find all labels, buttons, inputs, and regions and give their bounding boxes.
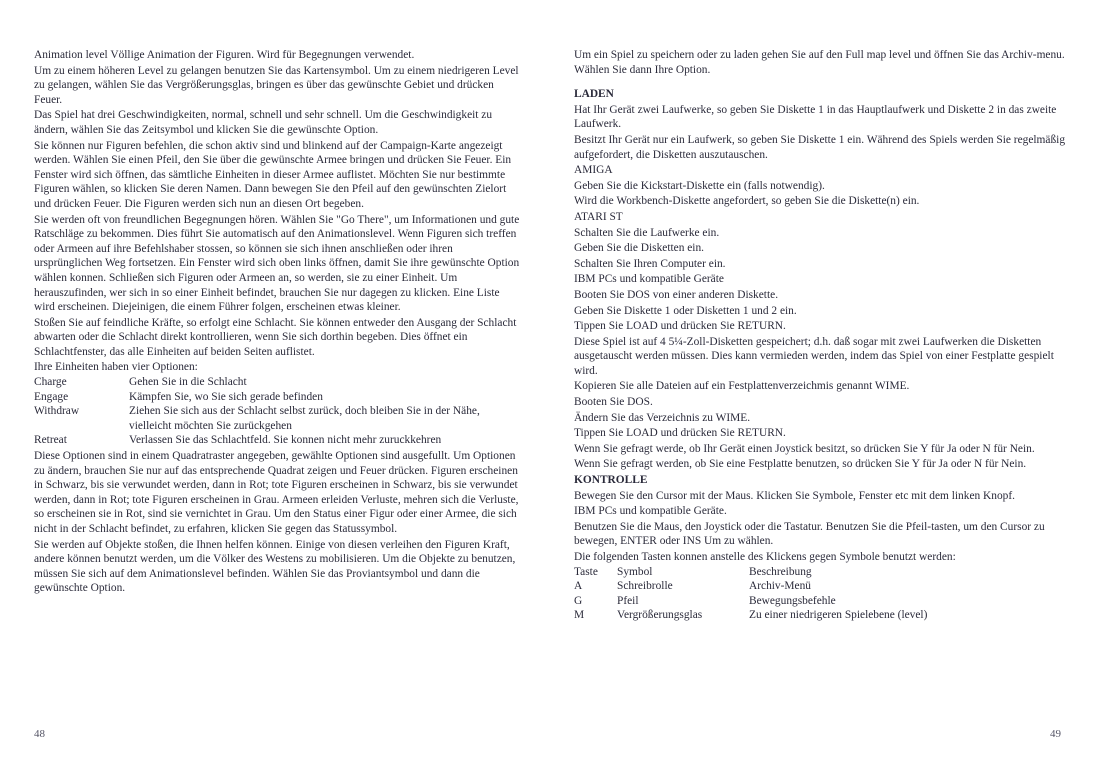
battle-options-table — [34, 375, 520, 448]
text-line: Booten Sie DOS von einer anderen Diskette. — [574, 288, 779, 301]
column-header: Taste — [574, 565, 598, 578]
table-row — [574, 579, 927, 594]
text-line: Hat Ihr Gerät zwei Laufwerke, so geben Sie Diskette 1 in das Hauptlaufwerk und Diskette 2 in das zweite Laufwerk. — [574, 103, 1057, 131]
paragraph-battle: Stoßen Sie auf feindliche Kräfte, so erfolgt eine Schlacht. Sie können entweder den Ausgang der Schlacht abwarten oder die Schlacht direkt kontrollieren, wenn Sie sich dorthin begeben. Dies öffnet ein Schlachtfenster, das alle Einheiten auf beiden Seiten auflistet. — [34, 316, 517, 358]
heading-kontrolle: KONTROLLE — [574, 474, 648, 487]
option-key: Withdraw — [34, 405, 80, 418]
option-key: Engage — [34, 390, 69, 403]
text-line: Die folgenden Tasten konnen anstelle des Klickens gegen Symbole benutzt werden: — [574, 551, 956, 563]
key-cell: M — [574, 609, 585, 622]
table-row — [34, 433, 520, 448]
paragraph-save-load: Um ein Spiel zu speichern oder zu laden gehen Sie auf den Full map level und öffnen Sie das Archiv-menu. Wählen Sie dann Ihre Option. — [574, 49, 1065, 76]
column-header: Symbol — [617, 565, 653, 578]
option-desc: Kämpfen Sie, wo Sie sich gerade befinden — [129, 390, 323, 403]
description-cell: Zu einer niedrigeren Spielebene (level) — [749, 609, 928, 622]
text-line: Wird die Workbench-Diskette angefordert, so geben Sie die Diskette(n) ein. — [574, 195, 920, 208]
symbol-cell: Schreibrolle — [617, 580, 673, 593]
text-line: IBM PCs und kompatible Geräte. — [574, 505, 727, 518]
paragraph-speed: Das Spiel hat drei Geschwindigkeiten, normal, schnell und sehr schnell. Um die Geschwindigkeit zu ändern, wählen Sie das Zeitsymbol und klicken Sie die gewünschte Option. — [34, 109, 493, 136]
text-line: Diese Spiel ist auf 4 5¼-Zoll-Disketten gespeichert; d.h. daß sogar mit zwei Laufwerken die Disketten ausgetauscht werden müssen. Dies kann vermieden werden, indem das Spiel von einer Festplatte gespielt wird. — [574, 335, 1054, 377]
table-row — [574, 608, 927, 623]
text-line: Kopieren Sie alle Dateien auf ein Festplattenverzeichmis genannt WIME. — [574, 380, 910, 393]
paragraph-options-intro: Ihre Einheiten haben vier Optionen: — [34, 361, 198, 374]
heading-atari: ATARI ST — [574, 210, 623, 223]
paragraph-command-figures: Sie können nur Figuren befehlen, die schon aktiv sind und blinkend auf der Campaign-Karte angezeigt werden. Wählen Sie einen Pfeil, den Sie über die gewünschte Armee bringen und drücken Sie Feuer. Ein Fenster wird sich öffnen, das sämtliche Einheiten in dieser Armee auflistet. Möchten Sie nur bestimmte Figuren wählen, so klicken Sie deren Namen. Dann bewegen Sie den Pfeil auf den gewünschten Zielort und drücken Feuer. Die Figuren werden sich nun an diesen Ort begeben. — [34, 139, 512, 210]
heading-amiga: AMIGA — [574, 164, 613, 177]
option-key: Charge — [34, 376, 67, 389]
key-shortcuts-table — [574, 565, 927, 623]
text-line: Tippen Sie LOAD und drücken Sie RETURN. — [574, 320, 786, 333]
left-page — [34, 48, 520, 596]
text-line: Booten Sie DOS. — [574, 396, 653, 409]
table-row — [34, 390, 520, 405]
table-row — [574, 594, 927, 609]
text-line: Ändern Sie das Verzeichnis zu WIME. — [574, 411, 751, 424]
paragraph-encounters: Sie werden oft von freundlichen Begegnungen hören. Wählen Sie "Go There", um Informationen und gute Ratschläge zu bekommen. Dies führt Sie automatisch auf den Animationslevel. Wenn Figuren sich treffen oder Armeen auf ihre Befehlshaber stossen, so können sie sich ihnen anschließen oder ihren ursprünglichen Weg fortsetzen. Ein Fenster wird sich oben links öffnen, damit Sie ihre gewünschte Option wählen konnen. Schließen sich Figuren oder Armeen an, so werden, sie zu einer Einheit. Um herauszufinden, wer sich in so einer Einheit befindet, brauchen Sie nur dagegen zu klicken. Eine Liste wird erscheinen. Diejeinigen, die einem Führer folgen, erscheinen etwas kleiner. — [34, 213, 520, 314]
symbol-cell: Vergrößerungsglas — [617, 609, 703, 622]
option-desc: Gehen Sie in die Schlacht — [129, 376, 247, 389]
paragraph-option-grid: Diese Optionen sind in einem Quadratraster angegeben, gewählte Optionen sind ausgefullt. Um Optionen zu ändern, brauchen Sie nur auf das entsprechende Quadrat zeigen und Feuer drücken. Figuren erscheinen in Schwarz, bis sie verwundet werden, dann in Rot; tote Figuren erscheinen in Schwarz, bis sie verwundet werden, dann in Rot; tote Figuren erscheinen in Grau. Armeen erleiden Verluste, mehren sich die Verluste, so erscheinen sie in Rot, sind sie vernichtet in Grau. Um den Status einer Figur oder einer Armee, die sich nicht in der Schlacht befindet, zu erfahren, klicken Sie gegen das Statussymbol. — [34, 450, 519, 535]
text-line: Geben Sie die Disketten ein. — [574, 242, 705, 255]
symbol-cell: Pfeil — [617, 594, 639, 607]
table-header-row — [574, 565, 927, 580]
option-key: Retreat — [34, 434, 67, 447]
right-page — [574, 48, 1066, 623]
description-cell: Archiv-Menü — [749, 580, 811, 593]
table-row — [34, 404, 520, 433]
page-number-right: 49 — [1050, 728, 1061, 740]
heading-laden: LADEN — [574, 88, 614, 101]
text-line: Geben Sie Diskette 1 oder Disketten 1 und 2 ein. — [574, 304, 797, 317]
text-line: Schalten Sie Ihren Computer ein. — [574, 257, 726, 270]
option-desc: Verlassen Sie das Schlachtfeld. Sie konnen nicht mehr zuruckkehren — [129, 434, 442, 447]
text-line: Wenn Sie gefragt werden, ob Sie eine Festplatte benutzen, so drücken Sie Y für Ja oder N für Nein. — [574, 458, 1027, 471]
text-line: Wenn Sie gefragt werde, ob Ihr Gerät einen Joystick besitzt, so drücken Sie Y für Ja oder N für Nein. — [574, 442, 1035, 455]
option-desc: Ziehen Sie sich aus der Schlacht selbst zurück, doch bleiben Sie in der Nähe, vielleicht möchten Sie zurückgehen — [129, 405, 480, 432]
text-line: Schalten Sie die Laufwerke ein. — [574, 226, 720, 239]
table-row — [34, 375, 520, 390]
paragraph-objects: Sie werden auf Objekte stoßen, die Ihnen helfen können. Einige von diesen verleihen den Figuren Kraft, andere können benutzt werden, um die Völker des Westens zu mobilisieren. Um die Objekte zu benutzen, müssen Sie sich auf dem Animationslevel befinden. Wählen Sie das Proviantsymbol und dann die gewünschte Option. — [34, 538, 516, 595]
text-line: Tippen Sie LOAD und drücken Sie RETURN. — [574, 427, 786, 440]
page-number-left: 48 — [34, 728, 45, 740]
description-cell: Bewegungsbefehle — [749, 594, 836, 607]
paragraph-animation-level: Animation level Völlige Animation der Figuren. Wird für Begegnungen verwendet. — [34, 49, 415, 61]
text-line: Geben Sie die Kickstart-Diskette ein (falls notwendig). — [574, 179, 825, 192]
heading-ibm: IBM PCs und kompatible Geräte — [574, 273, 724, 286]
text-line: Benutzen Sie die Maus, den Joystick oder die Tastatur. Benutzen Sie die Pfeil-tasten, um den Cursor zu bewegen, ENTER oder INS Um zu wählen. — [574, 520, 1045, 548]
text-line: Bewegen Sie den Cursor mit der Maus. Klicken Sie Symbole, Fenster etc mit dem linken Knopf. — [574, 489, 1015, 502]
key-cell: A — [574, 580, 583, 593]
column-header: Beschreibung — [749, 565, 812, 578]
text-line: Besitzt Ihr Gerät nur ein Laufwerk, so geben Sie Diskette 1 ein. Während des Spiels werden Sie regelmäßig aufgefordert, die Disketten auszutauschen. — [574, 133, 1066, 161]
paragraph-level-change: Um zu einem höheren Level zu gelangen benutzen Sie das Kartensymbol. Um zu einem niedrigeren Level zu gelangen, wählen Sie das Vergrößerungsglas, bringen es über das gewünschte Gebiet und drücken Feuer. — [34, 64, 519, 106]
key-cell: G — [574, 594, 583, 607]
